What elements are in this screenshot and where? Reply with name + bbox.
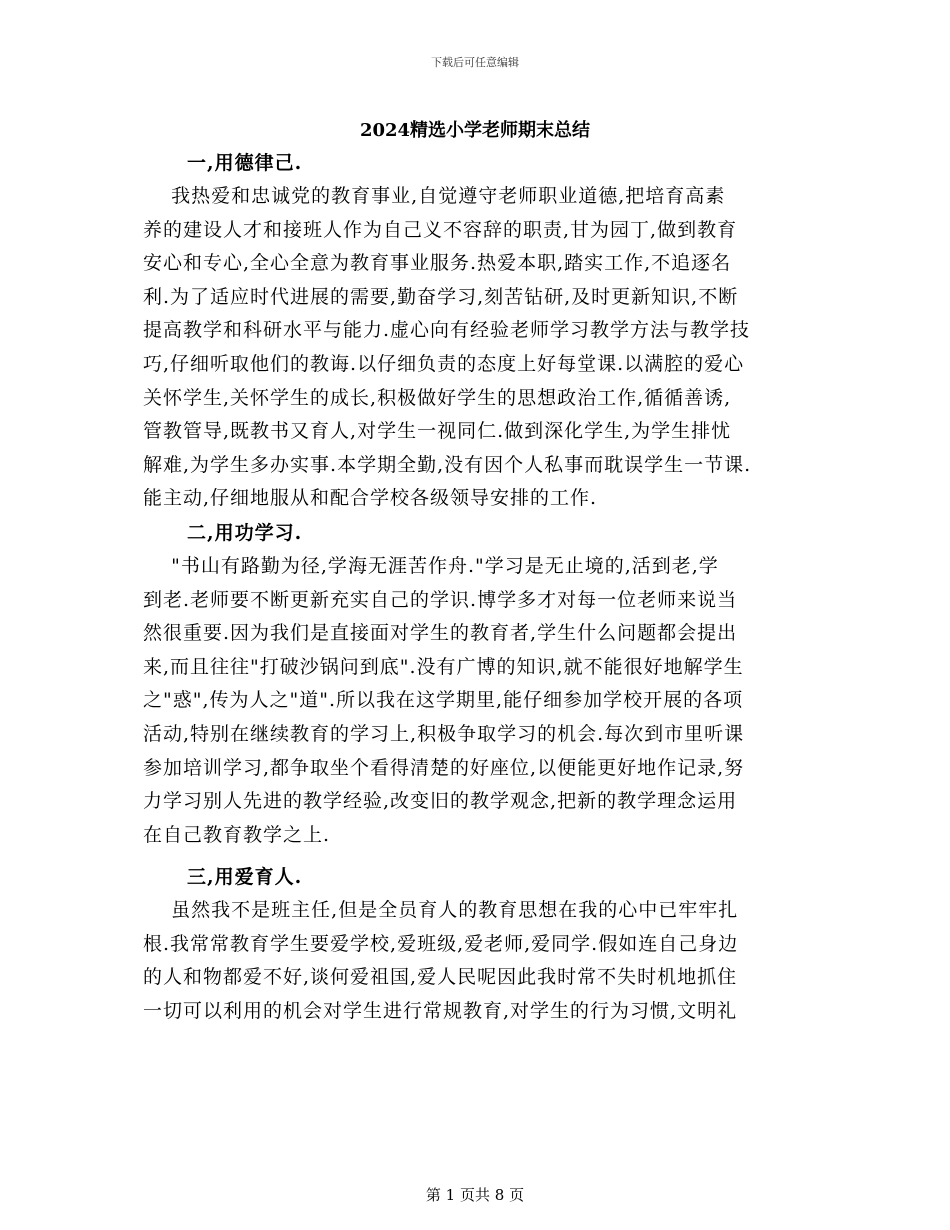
paragraph-line: 根.我常常教育学生要爱学校,爱班级,爱老师,爱同学.假如连自己身边 [143, 932, 739, 955]
header-note: 下载后可任意编辑 [431, 56, 519, 69]
section-heading: 一,用德律己. [187, 152, 303, 174]
paragraph-line: 提高教学和科研水平与能力.虚心向有经验老师学习教学方法与教学技 [143, 319, 751, 342]
page-number: 第 1 页共 8 页 [425, 1186, 525, 1204]
paragraph-line: 的人和物都爱不好,谈何爱祖国,爱人民呢因此我时常不失时机地抓住 [143, 966, 738, 989]
paragraph-line: 关怀学生,关怀学生的成长,积极做好学生的思想政治工作,循循善诱, [143, 386, 732, 409]
paragraph-line: 能主动,仔细地服从和配合学校各级领导安排的工作. [143, 487, 598, 510]
paragraph-line: 力学习别人先进的教学经验,改变旧的教学观念,把新的教学理念运用 [143, 790, 738, 813]
paragraph-line: 安心和专心,全心全意为教育事业服务.热爱本职,踏实工作,不追逐名 [143, 252, 732, 275]
paragraph-line: 我热爱和忠诚党的教育事业,自觉遵守老师职业道德,把培育高素 [143, 185, 726, 207]
paragraph-line: 到老.老师要不断更新充实自己的学识.博学多才对每一位老师来说当 [143, 588, 738, 611]
paragraph-line: 参加培训学习,都争取坐个看得清楚的好座位,以便能更好地作记录,努 [143, 756, 745, 779]
paragraph-line: 虽然我不是班主任,但是全员育人的教育思想在我的心中已牢牢扎 [143, 899, 739, 922]
section-heading: 二,用功学习. [187, 521, 303, 544]
paragraph-line: 巧,仔细听取他们的教诲.以仔细负责的态度上好每堂课.以满腔的爱心 [143, 352, 745, 375]
section-heading: 三,用爱育人. [187, 866, 303, 889]
document-title: 2024精选小学老师期末总结 [359, 120, 591, 141]
paragraph-line: 之"惑",传为人之"道".所以我在这学期里,能仔细参加学校开展的各项 [143, 689, 744, 712]
paragraph-line: 来,而且往往"打破沙锅问到底".没有广博的知识,就不能很好地解学生 [143, 655, 744, 678]
section-gap [143, 852, 811, 860]
document-body [143, 146, 811, 1029]
paragraph-line: 解难,为学生多办实事.本学期全勤,没有因个人私事而耽误学生一节课. [143, 453, 752, 476]
paragraph-line: 活动,特别在继续教育的学习上,积极争取学习的机会.每次到市里听课 [143, 722, 745, 745]
paragraph-line: 管教管导,既教书又育人,对学生一视同仁.做到深化学生,为学生排忧 [143, 420, 732, 443]
paragraph-line: "书山有路勤为径,学海无涯苦作舟."学习是无止境的,活到老,学 [143, 554, 719, 577]
paragraph-line: 一切可以利用的机会对学生进行常规教育,对学生的行为习惯,文明礼 [143, 1000, 738, 1023]
paragraph-line: 在自己教育教学之上. [143, 823, 331, 846]
paragraph-line: 然很重要.因为我们是直接面对学生的教育者,学生什么问题都会提出 [143, 622, 738, 645]
paragraph-line: 养的建设人才和接班人作为自己义不容辞的职责,甘为园丁,做到教育 [143, 218, 738, 241]
paragraph-line: 利.为了适应时代进展的需要,勤奋学习,刻苦钻研,及时更新知识,不断 [143, 285, 739, 308]
